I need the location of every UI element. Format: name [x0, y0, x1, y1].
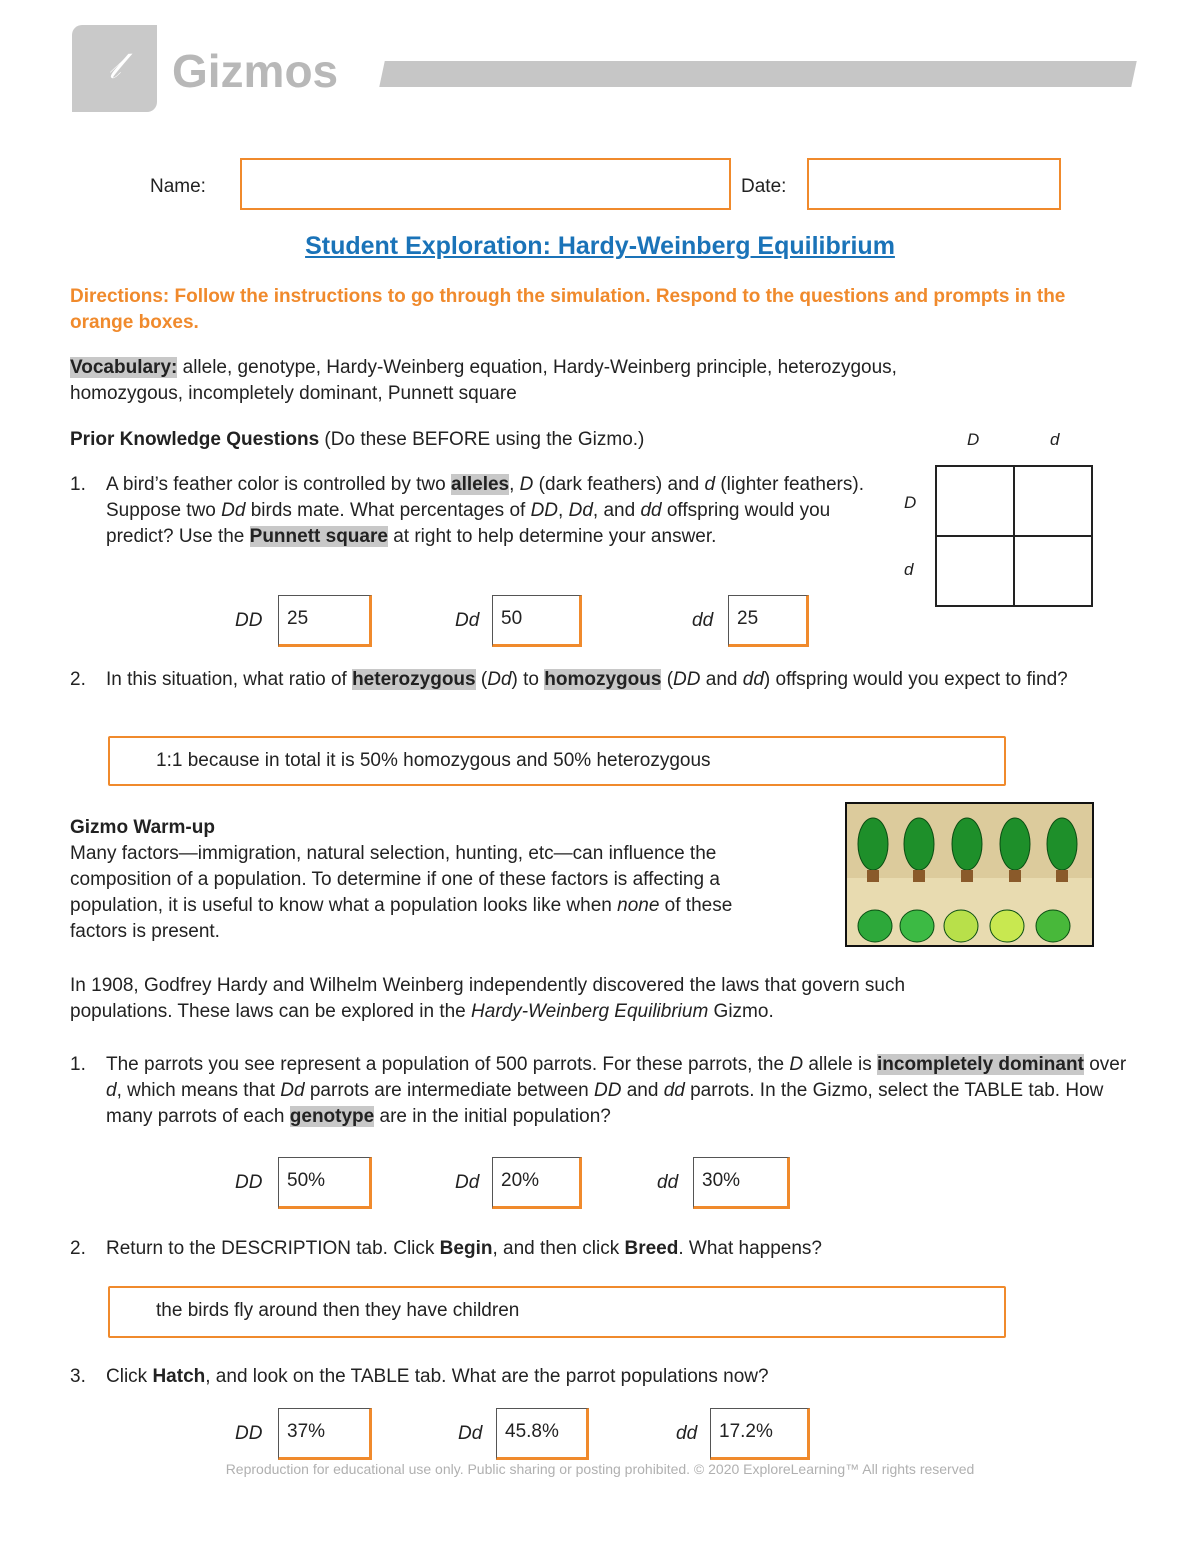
answer-field[interactable]: 50%	[278, 1157, 372, 1209]
question-1-text: A bird’s feather color is controlled by two alleles, D (dark feathers) and d (lighter feathers). Suppose two Dd birds mate. What percentages of DD, Dd, and dd offspring would you predict? Use the Punnett square at right to help determine your answer.	[106, 474, 864, 547]
genotype-label: dd	[676, 1423, 698, 1444]
warmup-line: population, it is useful to know what a population looks like when	[70, 895, 618, 916]
date-field[interactable]	[807, 158, 1061, 210]
warmup-line: Many factors—immigration, natural selection, hunting, etc—can influence the	[70, 843, 717, 864]
question-text: , and look on the TABLE tab. What are the parrot populations now?	[205, 1366, 769, 1387]
date-label: Date:	[741, 176, 787, 197]
warmup-line: of these	[659, 895, 733, 916]
question-number: 1.	[70, 1054, 86, 1075]
prior-question-1	[0, 472, 1200, 582]
warmup-question-2-text	[106, 1236, 822, 1262]
genotype-label: dd	[657, 1172, 679, 1193]
vocabulary	[70, 355, 1130, 407]
warmup-line: populations. These laws can be explored in the	[70, 1001, 472, 1022]
warmup-line: In 1908, Godfrey Hardy and Wilhelm Weinberg independently discovered the laws that govern such	[70, 975, 906, 996]
prior-question-2	[0, 667, 1200, 727]
question-text: Click	[106, 1366, 153, 1387]
punnett-side-top-label: D	[904, 493, 917, 512]
answer-field[interactable]: 1:1 because in total it is 50% homozygous and 50% heterozygous	[108, 736, 1006, 786]
warmup-question-1-text: The parrots you see represent a population of 500 parrots. For these parrots, the D allele is incompletely dominant over d, which means that Dd parrots are intermediate between DD and dd parrots. In the Gizmo, select the TABLE tab. How many parrots of each genotype are in the initial population?	[106, 1054, 1127, 1127]
question-text: Return to the DESCRIPTION tab. Click	[106, 1238, 440, 1259]
warmup-emphasis: none	[617, 895, 660, 916]
answer-field[interactable]: the birds fly around then they have children	[108, 1286, 1006, 1338]
question-text: . What happens?	[678, 1238, 822, 1259]
name-label: Name:	[150, 176, 206, 197]
header-bar	[379, 61, 1137, 87]
parrot-population-image	[845, 802, 1094, 947]
warmup-question-3-text	[106, 1364, 769, 1390]
warmup-line: Gizmo.	[708, 1001, 774, 1022]
genotype-label: Dd	[458, 1423, 483, 1444]
directions-text: Directions: Follow the instructions to go through the simulation. Respond to the questions and prompts in the orange boxes.	[70, 286, 1066, 333]
vocabulary-label: Vocabulary:	[70, 357, 178, 378]
warmup-paragraph-2	[70, 973, 1130, 1025]
warmup-heading: Gizmo Warm-up	[70, 817, 215, 838]
warmup-line: composition of a population. To determine if one of these factors is affecting a	[70, 869, 720, 890]
hatch-keyword: Hatch	[152, 1366, 206, 1387]
punnett-top-right-label: d	[1050, 430, 1060, 449]
genotype-label: dd	[692, 610, 714, 631]
name-field[interactable]	[240, 158, 731, 210]
begin-keyword: Begin	[439, 1238, 493, 1259]
footer-copyright: Reproduction for educational use only. Public sharing or posting prohibited. © 2020 ExploreLearning™ All rights reserved	[225, 1461, 975, 1477]
page-title: Student Exploration: Hardy-Weinberg Equilibrium	[305, 232, 895, 260]
prior-heading-text: Prior Knowledge Questions	[70, 429, 320, 450]
warmup-paragraph-1	[70, 841, 840, 945]
question-number: 1.	[70, 474, 86, 495]
answer-field[interactable]: 30%	[693, 1157, 790, 1209]
parrot-illustration	[847, 804, 1092, 945]
warmup-question-1	[0, 1052, 1200, 1137]
punnett-top-left-label: D	[967, 430, 980, 449]
vocabulary-text-2: homozygous, incompletely dominant, Punnett square	[70, 383, 517, 404]
explorelearning-logo-icon: 𝓁	[108, 46, 121, 87]
answer-field[interactable]: 45.8%	[496, 1408, 589, 1460]
gizmos-logo-text: Gizmos	[172, 45, 339, 97]
question-text: , and then click	[492, 1238, 625, 1259]
genotype-label: Dd	[455, 1172, 480, 1193]
genotype-label: DD	[235, 610, 263, 631]
question-2-text: In this situation, what ratio of heterozygous (Dd) to homozygous (DD and dd) offspring would you expect to find?	[106, 669, 1068, 690]
answer-field[interactable]: 20%	[492, 1157, 582, 1209]
warmup-line: factors is present.	[70, 921, 220, 942]
answer-field[interactable]: 37%	[278, 1408, 372, 1460]
genotype-label: Dd	[455, 610, 480, 631]
genotype-label: DD	[235, 1172, 263, 1193]
genotype-label: DD	[235, 1423, 263, 1444]
prior-heading-note: (Do these BEFORE using the Gizmo.)	[319, 429, 645, 450]
answer-field[interactable]: 17.2%	[710, 1408, 810, 1460]
question-number: 2.	[70, 669, 86, 690]
prior-knowledge-heading	[70, 427, 644, 453]
question-number: 3.	[70, 1366, 86, 1387]
gizmo-name: Hardy-Weinberg Equilibrium	[471, 1001, 709, 1022]
vocabulary-text: allele, genotype, Hardy-Weinberg equation, Hardy-Weinberg principle, heterozygous,	[177, 357, 897, 378]
punnett-side-bottom-label: d	[904, 560, 914, 579]
answer-field[interactable]: 50	[492, 595, 582, 647]
question-number: 2.	[70, 1238, 86, 1259]
answer-field[interactable]: 25	[278, 595, 372, 647]
breed-keyword: Breed	[624, 1238, 679, 1259]
answer-field[interactable]: 25	[728, 595, 809, 647]
